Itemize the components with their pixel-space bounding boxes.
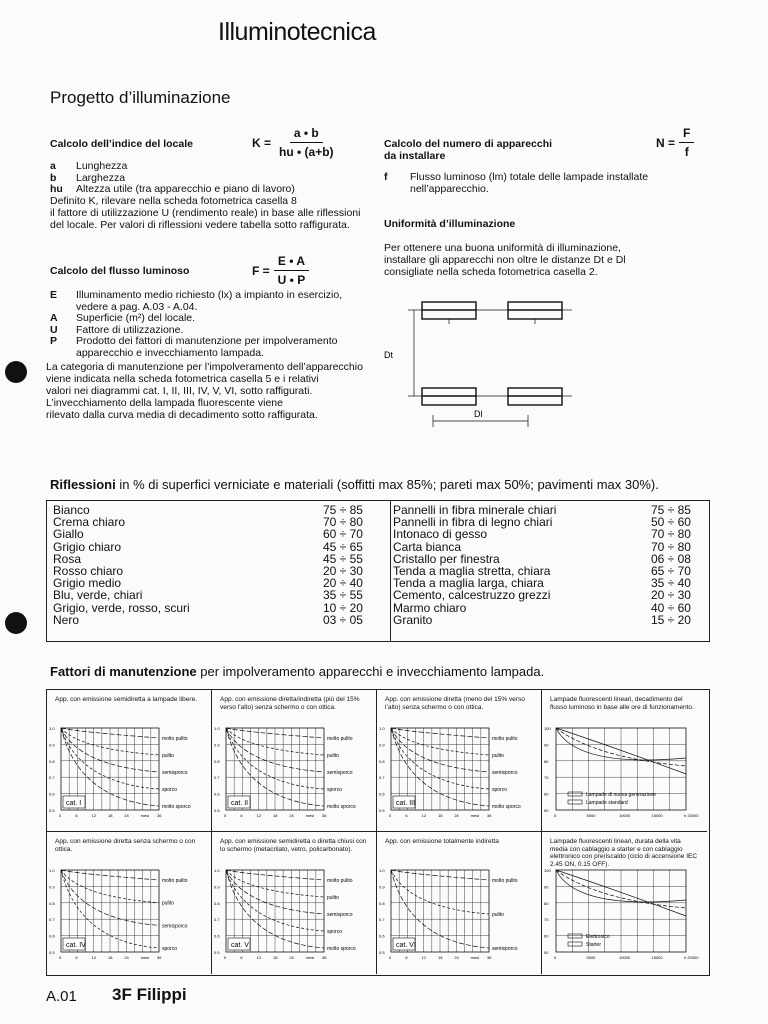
legend-label: Lampade di nuova generazione bbox=[586, 792, 657, 798]
material-name: Rosso chiaro bbox=[53, 564, 124, 579]
reflection-value: 70 ÷ 80 bbox=[651, 527, 691, 542]
x-tick-label: 5000 bbox=[586, 955, 596, 960]
y-tick-label: 1.0 bbox=[49, 726, 55, 731]
x-tick-label: 15000 bbox=[651, 955, 663, 960]
legend-swatch bbox=[568, 942, 582, 946]
material-name: Marmo chiaro bbox=[393, 600, 467, 615]
curve-label: sporco bbox=[162, 787, 178, 793]
section-subtitle: Progetto d’illuminazione bbox=[50, 88, 231, 107]
text-line: consigliate nella scheda fotometrica casella 2. bbox=[384, 266, 598, 278]
reflections-heading bbox=[50, 477, 659, 492]
x-tick-label: 12 bbox=[421, 955, 427, 960]
heading-rest: in % di superfici verniciate e materiali (soffitti max 85%; pareti max 50%; pavimenti max 30%). bbox=[115, 477, 659, 492]
formula-lhs: K = bbox=[252, 135, 272, 150]
y-tick-label: 0.5 bbox=[214, 950, 220, 955]
x-tick-label: 12 bbox=[256, 813, 262, 818]
x-tick-label: 6 bbox=[240, 955, 243, 960]
definition-key: U bbox=[50, 323, 58, 336]
y-tick-label: 0.5 bbox=[379, 808, 385, 813]
reflection-value: 70 ÷ 80 bbox=[651, 539, 691, 554]
note-line: viene indicata nella scheda fotometrica casella 5 e i relativi bbox=[46, 373, 319, 385]
x-tick-label: mesi bbox=[305, 813, 315, 818]
note-line: valori nei diagrammi cat. I, II, III, IV, V, VI, sotto raffigurati. bbox=[46, 385, 313, 397]
curve-label: molto pulito bbox=[492, 878, 518, 884]
x-tick-label: 0 bbox=[554, 813, 557, 818]
reflection-value: 35 ÷ 55 bbox=[323, 588, 363, 603]
chart-plot bbox=[377, 690, 542, 832]
x-tick-label: 24 bbox=[289, 813, 294, 818]
x-tick-label: 18 bbox=[438, 955, 443, 960]
y-tick-label: 0.8 bbox=[214, 758, 220, 764]
curve-label: molto pulito bbox=[162, 736, 188, 742]
right-names-column bbox=[393, 504, 556, 626]
maintenance-chart bbox=[542, 832, 707, 974]
y-tick-label: 0.8 bbox=[379, 758, 385, 764]
definition-key: hu bbox=[50, 183, 63, 195]
x-tick-label: 6 bbox=[75, 955, 78, 960]
note-line: il fattore di utilizzazione U (rendimento reale) in base alle riflessioni bbox=[50, 207, 361, 219]
page-number: A.01 bbox=[46, 988, 77, 1005]
curve-label: semisporco bbox=[327, 770, 353, 776]
y-tick-label: 60 bbox=[544, 933, 549, 939]
curve-label: pulito bbox=[492, 753, 504, 759]
chart-plot bbox=[542, 690, 707, 832]
definition-value: Superficie (m²) del locale. bbox=[76, 312, 196, 324]
reflection-value: 65 ÷ 70 bbox=[651, 564, 691, 579]
definition-key: f bbox=[384, 171, 388, 183]
left-values-column bbox=[323, 504, 363, 626]
curve-label: sporco bbox=[327, 929, 343, 935]
y-tick-label: 60 bbox=[544, 791, 549, 797]
x-tick-label: 0 bbox=[389, 813, 392, 818]
material-name: Pannelli in fibra minerale chiari bbox=[393, 503, 557, 517]
reflection-value: 20 ÷ 30 bbox=[651, 588, 691, 603]
material-name: Rosa bbox=[53, 551, 82, 566]
chart-caption: Lampade fluorescenti lineari, durata della vita media con cablaggio a starter e con cablaggio elettronico con preriscaldo (ciclo di accensione IEC 2.45 ON, 0.15 OFF). bbox=[550, 838, 698, 868]
x-tick-label: 18 bbox=[108, 813, 113, 818]
curve-label: molto sporco bbox=[327, 804, 356, 810]
y-tick-label: 1.0 bbox=[49, 868, 55, 873]
curve-label: molto sporco bbox=[162, 804, 191, 810]
y-tick-label: 1.0 bbox=[379, 726, 385, 731]
x-tick-label: 18 bbox=[273, 955, 278, 960]
y-tick-label: 0.9 bbox=[49, 884, 55, 890]
y-tick-label: 0.5 bbox=[49, 950, 55, 955]
chart-plot bbox=[47, 832, 212, 974]
note-line: La categoria di manutenzione per l’impolveramento dell’apparecchio bbox=[46, 361, 363, 373]
x-tick-label: 15000 bbox=[651, 813, 663, 818]
y-tick-label: 1.0 bbox=[214, 868, 220, 873]
material-name: Crema chiaro bbox=[53, 515, 126, 530]
category-label: cat. I bbox=[66, 800, 82, 807]
dl-label: Dl bbox=[474, 409, 483, 419]
note-line: rilevato dalla curva media di decadimento sotto raffigurata. bbox=[46, 409, 318, 421]
legend-label: Elettronico bbox=[586, 934, 610, 940]
reflection-value: 45 ÷ 65 bbox=[323, 539, 363, 554]
room-index-formula bbox=[252, 126, 338, 159]
y-tick-label: 100 bbox=[544, 868, 551, 873]
definition-value: Flusso luminoso (lm) totale delle lampade installate nell’apparecchio. bbox=[410, 171, 649, 195]
material-name: Cemento, calcestruzzo grezzi bbox=[393, 588, 551, 603]
heading-line: da installare bbox=[384, 150, 446, 162]
x-tick-label: 0 bbox=[389, 955, 392, 960]
chart-plot bbox=[542, 832, 707, 974]
definition-row bbox=[50, 184, 360, 196]
chart-caption: App. con emissione diretta/indiretta (più del 15% verso l’alto) senza schermo o con ottica. bbox=[220, 696, 360, 711]
curve-label: molto pulito bbox=[492, 736, 518, 742]
reflection-value: 10 ÷ 20 bbox=[323, 600, 363, 615]
curve-label: pulito bbox=[162, 900, 174, 907]
y-tick-label: 90 bbox=[544, 742, 549, 748]
x-tick-label: 24 bbox=[454, 955, 459, 960]
y-tick-label: 0.6 bbox=[214, 791, 220, 797]
x-tick-label: 6 bbox=[75, 813, 78, 818]
y-tick-label: 0.9 bbox=[379, 742, 385, 748]
maintenance-chart bbox=[377, 690, 542, 832]
dt-label: Dt bbox=[384, 350, 393, 360]
curve-label: molto sporco bbox=[492, 804, 521, 810]
note-line: L’invecchiamento della lampada fluorescente viene bbox=[46, 397, 283, 409]
reflection-value: 75 ÷ 85 bbox=[651, 503, 691, 517]
left-names-column bbox=[53, 504, 190, 626]
x-tick-label: 10000 bbox=[619, 955, 631, 960]
x-tick-label: 36 bbox=[322, 813, 327, 818]
x-tick-label: 24 bbox=[124, 955, 129, 960]
curve-label: semisporco bbox=[327, 912, 353, 918]
reflection-value: 45 ÷ 55 bbox=[323, 551, 363, 566]
category-label: cat. V bbox=[231, 942, 249, 949]
curve-label: molto sporco bbox=[327, 946, 356, 952]
x-tick-label: 6 bbox=[405, 955, 408, 960]
logo-mark: 3F bbox=[112, 985, 137, 1004]
x-tick-label: 24 bbox=[124, 813, 129, 818]
y-tick-label: 0.5 bbox=[379, 950, 385, 955]
definition-row bbox=[50, 290, 350, 313]
y-tick-label: 80 bbox=[544, 758, 549, 764]
material-name: Tenda a maglia stretta, chiara bbox=[393, 564, 551, 579]
y-tick-label: 0.8 bbox=[49, 758, 55, 764]
flux-definitions bbox=[50, 290, 350, 359]
formula-numerator: F bbox=[679, 126, 694, 143]
curve-label: pulito bbox=[327, 895, 339, 901]
reflection-value: 03 ÷ 05 bbox=[323, 612, 363, 627]
curve-label: semisporco bbox=[162, 923, 188, 930]
y-tick-label: 1.0 bbox=[214, 726, 220, 731]
flux-formula bbox=[252, 254, 309, 287]
reflection-value: 50 ÷ 60 bbox=[651, 515, 691, 530]
chart-caption: App. con emissione semidiretta a lampade libere. bbox=[55, 696, 197, 703]
x-tick-label: mesi bbox=[140, 813, 150, 818]
x-tick-label: 12 bbox=[91, 955, 97, 960]
material-name: Blu, verde, chiari bbox=[53, 588, 143, 603]
x-tick-label: 10000 bbox=[619, 813, 631, 818]
y-tick-label: 0.5 bbox=[214, 808, 220, 813]
x-tick-label: 36 bbox=[487, 813, 492, 818]
curve-label: pulito bbox=[327, 753, 339, 759]
count-heading bbox=[384, 138, 552, 162]
y-tick-label: 50 bbox=[544, 808, 549, 813]
y-tick-label: 0.7 bbox=[379, 917, 385, 923]
reflection-value: 35 ÷ 40 bbox=[651, 576, 691, 591]
material-name: Bianco bbox=[53, 503, 90, 517]
maintenance-heading bbox=[50, 664, 544, 679]
heading-bold: Fattori di manutenzione bbox=[50, 664, 197, 679]
material-name: Granito bbox=[393, 612, 433, 627]
material-name: Intonaco di gesso bbox=[393, 527, 488, 542]
definition-row bbox=[50, 161, 360, 173]
y-tick-label: 0.9 bbox=[379, 884, 385, 890]
x-tick-label: 18 bbox=[108, 955, 113, 960]
x-tick-label: 0 bbox=[59, 813, 62, 818]
heading-line: Calcolo del numero di apparecchi bbox=[384, 138, 553, 150]
right-values-column bbox=[651, 504, 691, 626]
curve-label: semisporco bbox=[492, 770, 518, 776]
maintenance-charts-grid bbox=[46, 689, 710, 976]
count-definitions bbox=[384, 172, 684, 195]
y-tick-label: 1.0 bbox=[379, 868, 385, 873]
chart-plot bbox=[212, 832, 377, 974]
maintenance-chart bbox=[47, 832, 212, 974]
y-tick-label: 0.7 bbox=[49, 775, 55, 781]
material-name: Nero bbox=[53, 612, 80, 627]
material-name: Tenda a maglia larga, chiara bbox=[393, 576, 544, 591]
definition-key: E bbox=[50, 289, 58, 301]
curve-label: pulito bbox=[492, 912, 504, 918]
legend-swatch bbox=[568, 800, 582, 804]
material-name: Giallo bbox=[53, 527, 84, 542]
material-name: Cristallo per finestra bbox=[393, 551, 500, 566]
y-tick-label: 0.9 bbox=[49, 742, 55, 748]
reflections-table bbox=[46, 500, 710, 642]
definition-key: a bbox=[50, 160, 56, 172]
reflection-value: 06 ÷ 08 bbox=[651, 551, 691, 566]
uniformity-heading: Uniformità d’illuminazione bbox=[384, 218, 516, 230]
definition-value: Lunghezza bbox=[76, 160, 128, 172]
material-name: Grigio medio bbox=[53, 576, 122, 591]
definition-row bbox=[50, 336, 350, 359]
reflection-value: 70 ÷ 80 bbox=[323, 515, 363, 530]
x-tick-label: 18 bbox=[438, 813, 443, 818]
punch-hole bbox=[5, 612, 27, 634]
maintenance-chart bbox=[47, 690, 212, 832]
x-tick-label: 24 bbox=[454, 813, 459, 818]
definition-key: P bbox=[50, 335, 58, 347]
material-name: Carta bianca bbox=[393, 539, 462, 554]
y-tick-label: 0.7 bbox=[49, 917, 55, 923]
chart-caption: App. con emissione diretta (meno del 15% verso l’alto) senza schermo o con ottica. bbox=[385, 696, 525, 711]
formula-lhs: F = bbox=[252, 263, 270, 278]
definition-value: Fattore di utilizzazione. bbox=[76, 323, 184, 336]
legend-label: Lampade standard bbox=[586, 800, 628, 806]
reflection-value: 40 ÷ 60 bbox=[651, 600, 691, 615]
y-tick-label: 0.7 bbox=[379, 775, 385, 781]
y-tick-label: 70 bbox=[544, 917, 549, 923]
page-title: Illuminotecnica bbox=[218, 18, 376, 46]
definition-value: Altezza utile (tra apparecchio e piano di lavoro) bbox=[76, 183, 295, 195]
formula-numerator: E • A bbox=[274, 254, 309, 271]
text-line: installare gli apparecchi non oltre le distanze Dt e Dl bbox=[384, 254, 626, 266]
definition-key: A bbox=[50, 312, 58, 324]
x-tick-label: 0 bbox=[224, 813, 227, 818]
room-index-definitions bbox=[50, 161, 360, 196]
legend-swatch bbox=[568, 934, 582, 938]
x-tick-label: 12 bbox=[256, 955, 262, 960]
y-tick-label: 0.6 bbox=[214, 933, 220, 939]
chart-plot bbox=[212, 690, 377, 832]
x-tick-label: mesi bbox=[470, 813, 480, 818]
y-tick-label: 70 bbox=[544, 775, 549, 781]
chart-caption: App. con emissione totalmente indiretta bbox=[385, 838, 499, 845]
definition-row bbox=[384, 172, 684, 195]
curve-label: semisporco bbox=[162, 770, 188, 776]
material-name: Grigio chiaro bbox=[53, 539, 122, 554]
spacing-diagram bbox=[380, 290, 580, 435]
curve-label: sporco bbox=[162, 946, 178, 952]
y-tick-label: 0.8 bbox=[49, 900, 55, 906]
note-line: del locale. Per valori di riflessioni vedere tabella sotto raffigurata. bbox=[50, 219, 350, 231]
definition-row bbox=[50, 313, 350, 325]
x-tick-label: 36 bbox=[487, 955, 492, 960]
table-divider bbox=[390, 501, 391, 641]
x-tick-label: 36 bbox=[157, 813, 162, 818]
text-line: Per ottenere una buona uniformità di illuminazione, bbox=[384, 242, 621, 254]
maintenance-chart bbox=[377, 832, 542, 974]
y-tick-label: 0.7 bbox=[214, 775, 220, 781]
x-tick-label: h 20000 bbox=[684, 813, 699, 818]
reflection-value: 75 ÷ 85 bbox=[323, 503, 363, 517]
x-tick-label: 5000 bbox=[586, 813, 596, 818]
y-tick-label: 0.8 bbox=[379, 900, 385, 906]
x-tick-label: mesi bbox=[140, 955, 150, 960]
chart-plot bbox=[47, 690, 212, 832]
category-label: cat. VI bbox=[396, 942, 416, 949]
legend-label: Starter bbox=[586, 942, 602, 948]
maintenance-chart bbox=[212, 832, 377, 974]
room-index-heading: Calcolo dell’indice del locale bbox=[50, 138, 193, 150]
curve-label: molto pulito bbox=[162, 878, 188, 884]
x-tick-label: 0 bbox=[224, 955, 227, 960]
formula-denominator: hu • (a+b) bbox=[279, 145, 334, 159]
brand-name: Filippi bbox=[136, 985, 187, 1004]
category-label: cat. IV bbox=[66, 942, 86, 949]
definition-key: b bbox=[50, 171, 57, 184]
curve-label: sporco bbox=[492, 787, 508, 793]
flux-heading: Calcolo del flusso luminoso bbox=[50, 265, 190, 277]
material-name: Grigio, verde, rosso, scuri bbox=[53, 600, 190, 615]
x-tick-label: mesi bbox=[305, 955, 315, 960]
curve-label: molto pulito bbox=[327, 878, 353, 884]
legend-swatch bbox=[568, 792, 582, 796]
material-name: Pannelli in fibra di legno chiari bbox=[393, 515, 553, 530]
x-tick-label: 12 bbox=[91, 813, 97, 818]
x-tick-label: h 20000 bbox=[684, 955, 699, 960]
maintenance-chart bbox=[542, 690, 707, 832]
y-tick-label: 0.5 bbox=[49, 808, 55, 813]
punch-hole bbox=[5, 361, 27, 383]
y-tick-label: 0.6 bbox=[49, 933, 55, 939]
room-index-note bbox=[50, 195, 380, 231]
x-tick-label: 0 bbox=[554, 955, 557, 960]
y-tick-label: 90 bbox=[544, 884, 549, 890]
chart-caption: App. con emissione diretta senza schermo o con ottica. bbox=[55, 838, 196, 853]
formula-denominator: U • P bbox=[277, 273, 306, 287]
y-tick-label: 50 bbox=[544, 950, 549, 955]
heading-rest: per impolveramento apparecchi e invecchiamento lampada. bbox=[196, 664, 545, 679]
x-tick-label: 24 bbox=[289, 955, 294, 960]
x-tick-label: 12 bbox=[421, 813, 427, 818]
chart-caption: Lampade fluorescenti lineari, decadimento del flusso luminoso in base alle ore di funzionamento. bbox=[550, 696, 694, 711]
x-tick-label: 18 bbox=[273, 813, 278, 818]
x-tick-label: 0 bbox=[59, 955, 62, 960]
formula-denominator: f bbox=[684, 145, 689, 159]
y-tick-label: 0.6 bbox=[379, 791, 385, 797]
definition-value: Prodotto dei fattori di manutenzione per impolveramento apparecchio e invecchiamento lampada. bbox=[76, 335, 338, 359]
uniformity-text bbox=[384, 242, 684, 278]
x-tick-label: 6 bbox=[240, 813, 243, 818]
chart-caption: App. con emissione semidiretta o diretta chiusi con lo schermo (metacrilato, vetro, policarbonato). bbox=[220, 838, 367, 853]
reflection-value: 20 ÷ 30 bbox=[323, 564, 363, 579]
chart-plot bbox=[377, 832, 542, 974]
curve-label: semisporco bbox=[492, 946, 518, 952]
maintenance-chart bbox=[212, 690, 377, 832]
x-tick-label: 36 bbox=[157, 955, 162, 960]
y-tick-label: 0.9 bbox=[214, 884, 220, 890]
curve-label: molto pulito bbox=[327, 736, 353, 742]
formula-lhs: N = bbox=[656, 135, 676, 150]
y-tick-label: 0.6 bbox=[379, 933, 385, 939]
y-tick-label: 0.8 bbox=[214, 900, 220, 906]
category-label: cat. II bbox=[231, 800, 249, 807]
definition-value: Larghezza bbox=[76, 171, 126, 184]
y-tick-label: 0.6 bbox=[49, 791, 55, 797]
y-tick-label: 0.7 bbox=[214, 917, 220, 923]
note-line: Definito K, rilevare nella scheda fotometrica casella 8 bbox=[50, 195, 297, 207]
reflection-value: 20 ÷ 40 bbox=[323, 576, 363, 591]
heading-bold: Riflessioni bbox=[50, 477, 116, 492]
category-label: cat. III bbox=[396, 800, 416, 807]
x-tick-label: 6 bbox=[405, 813, 408, 818]
count-formula bbox=[656, 126, 694, 159]
formula-numerator: a • b bbox=[290, 126, 323, 143]
reflection-value: 15 ÷ 20 bbox=[651, 612, 691, 627]
brand-logo bbox=[112, 985, 187, 1005]
y-tick-label: 0.9 bbox=[214, 742, 220, 748]
y-tick-label: 100 bbox=[544, 726, 551, 731]
y-tick-label: 80 bbox=[544, 900, 549, 906]
curve-label: pulito bbox=[162, 753, 174, 759]
x-tick-label: mesi bbox=[470, 955, 480, 960]
definition-value: Illuminamento medio richiesto (lx) a impianto in esercizio, vedere a pag. A.03 - A.04. bbox=[76, 289, 343, 313]
x-tick-label: 36 bbox=[322, 955, 327, 960]
curve-label: sporco bbox=[327, 787, 343, 793]
flux-note bbox=[46, 361, 376, 421]
reflection-value: 60 ÷ 70 bbox=[323, 527, 363, 542]
